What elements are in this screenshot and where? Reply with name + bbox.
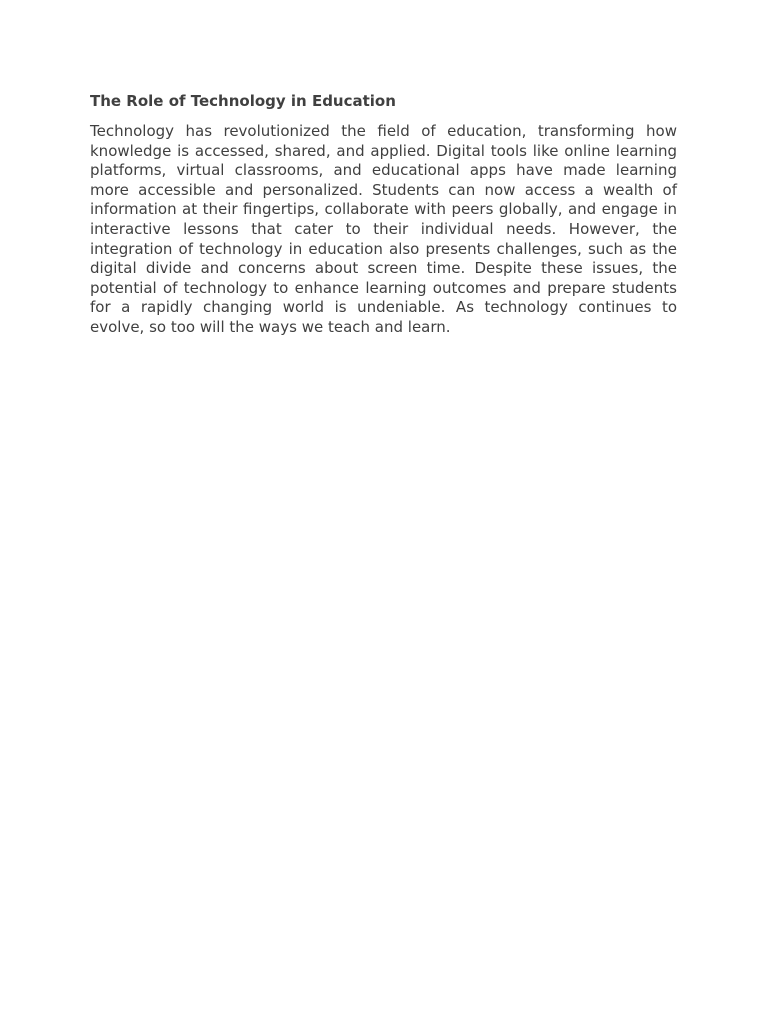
document-body-paragraph: Technology has revolutionized the field of education, transforming how knowledge is accessed, shared, and applied. Digital tools like online learning platforms, virtual classrooms, and educational apps have made learning more accessible and personalized. Students can now access a wealth of information at their fingertips, collaborate with peers globally, and engage in interactive lessons that cater to their individual needs. However, the integration of technology in education also presents challenges, such as the digital divide and concerns about screen time. Despite these issues, the potential of technology to enhance learning outcomes and prepare students for a rapidly changing world is undeniable. As technology continues to evolve, so too will the ways we teach and learn.	[90, 122, 677, 336]
document-page	[90, 90, 677, 338]
document-title: The Role of Technology in Education	[90, 92, 396, 110]
